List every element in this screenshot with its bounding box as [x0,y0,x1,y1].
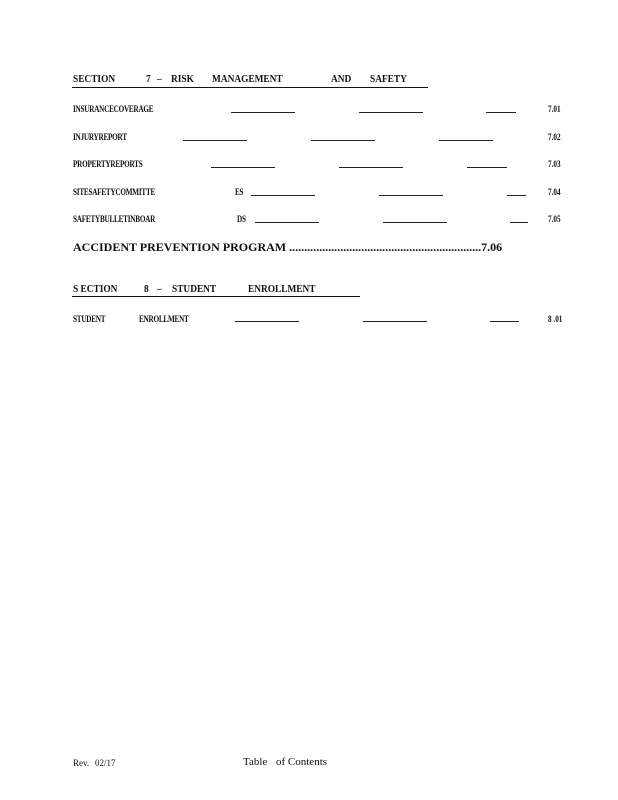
toc-entry-label: INSURANCECOVERAGE [73,104,154,114]
toc-entry-number: 7.04 [548,187,561,197]
heading-word: STUDENT [172,283,217,295]
toc-entry-number: 7.01 [548,104,561,114]
leader-line [311,140,375,141]
leader-line [231,112,295,113]
leader-line [251,195,315,196]
leader-line [235,321,299,322]
heading-word: AND [331,73,352,85]
heading-word: SAFETY [370,73,407,85]
leader-line [383,222,447,223]
heading-underline [72,296,360,297]
toc-entry-label-suffix: DS [237,214,246,224]
toc-entry-number: 7.05 [548,214,561,224]
revision-date: 02/17 [95,758,116,768]
leader-line [490,321,519,322]
leader-line [359,112,423,113]
heading-word: – [157,73,162,85]
heading-word: – [157,283,162,295]
heading-underline [72,87,428,88]
heading-word: MANAGEMENT [212,73,283,85]
toc-entry-label: STUDENT [73,314,106,324]
toc-entry-label: SITESAFETYCOMMITTE [73,187,156,197]
heading-word: RISK [171,73,194,85]
leader-line [510,222,528,223]
leader-line [255,222,319,223]
footer-title: of Contents [276,756,328,768]
toc-entry-label: ENROLLMENT [139,314,189,324]
heading-word: S ECTION [73,283,118,295]
footer-title: Table [243,756,268,768]
toc-entry-label: SAFETYBULLETINBOAR [73,214,156,224]
toc-entry-label: PROPERTYREPORTS [73,159,143,169]
leader-line [183,140,247,141]
heading-word: ENROLLMENT [248,283,316,295]
leader-line [379,195,443,196]
leader-line [507,195,526,196]
toc-entry-number: 8 .01 [548,314,563,324]
toc-entry-label: INJURYREPORT [73,132,127,142]
leader-line [363,321,427,322]
heading-word: 8 [144,283,149,295]
leader-line [467,167,507,168]
heading-word: SECTION [73,73,116,85]
leader-line [486,112,516,113]
toc-entry-number: 7.03 [548,159,561,169]
toc-entry-accident-prevention[interactable]: ACCIDENT PREVENTION PROGRAM ................................................................7.06 [73,240,503,254]
toc-entry-number: 7.02 [548,132,561,142]
leader-line [339,167,403,168]
leader-line [439,140,493,141]
revision-label: Rev. [73,758,90,768]
toc-entry-label-suffix: ES [235,187,244,197]
heading-word: 7 [146,73,151,85]
leader-line [211,167,275,168]
